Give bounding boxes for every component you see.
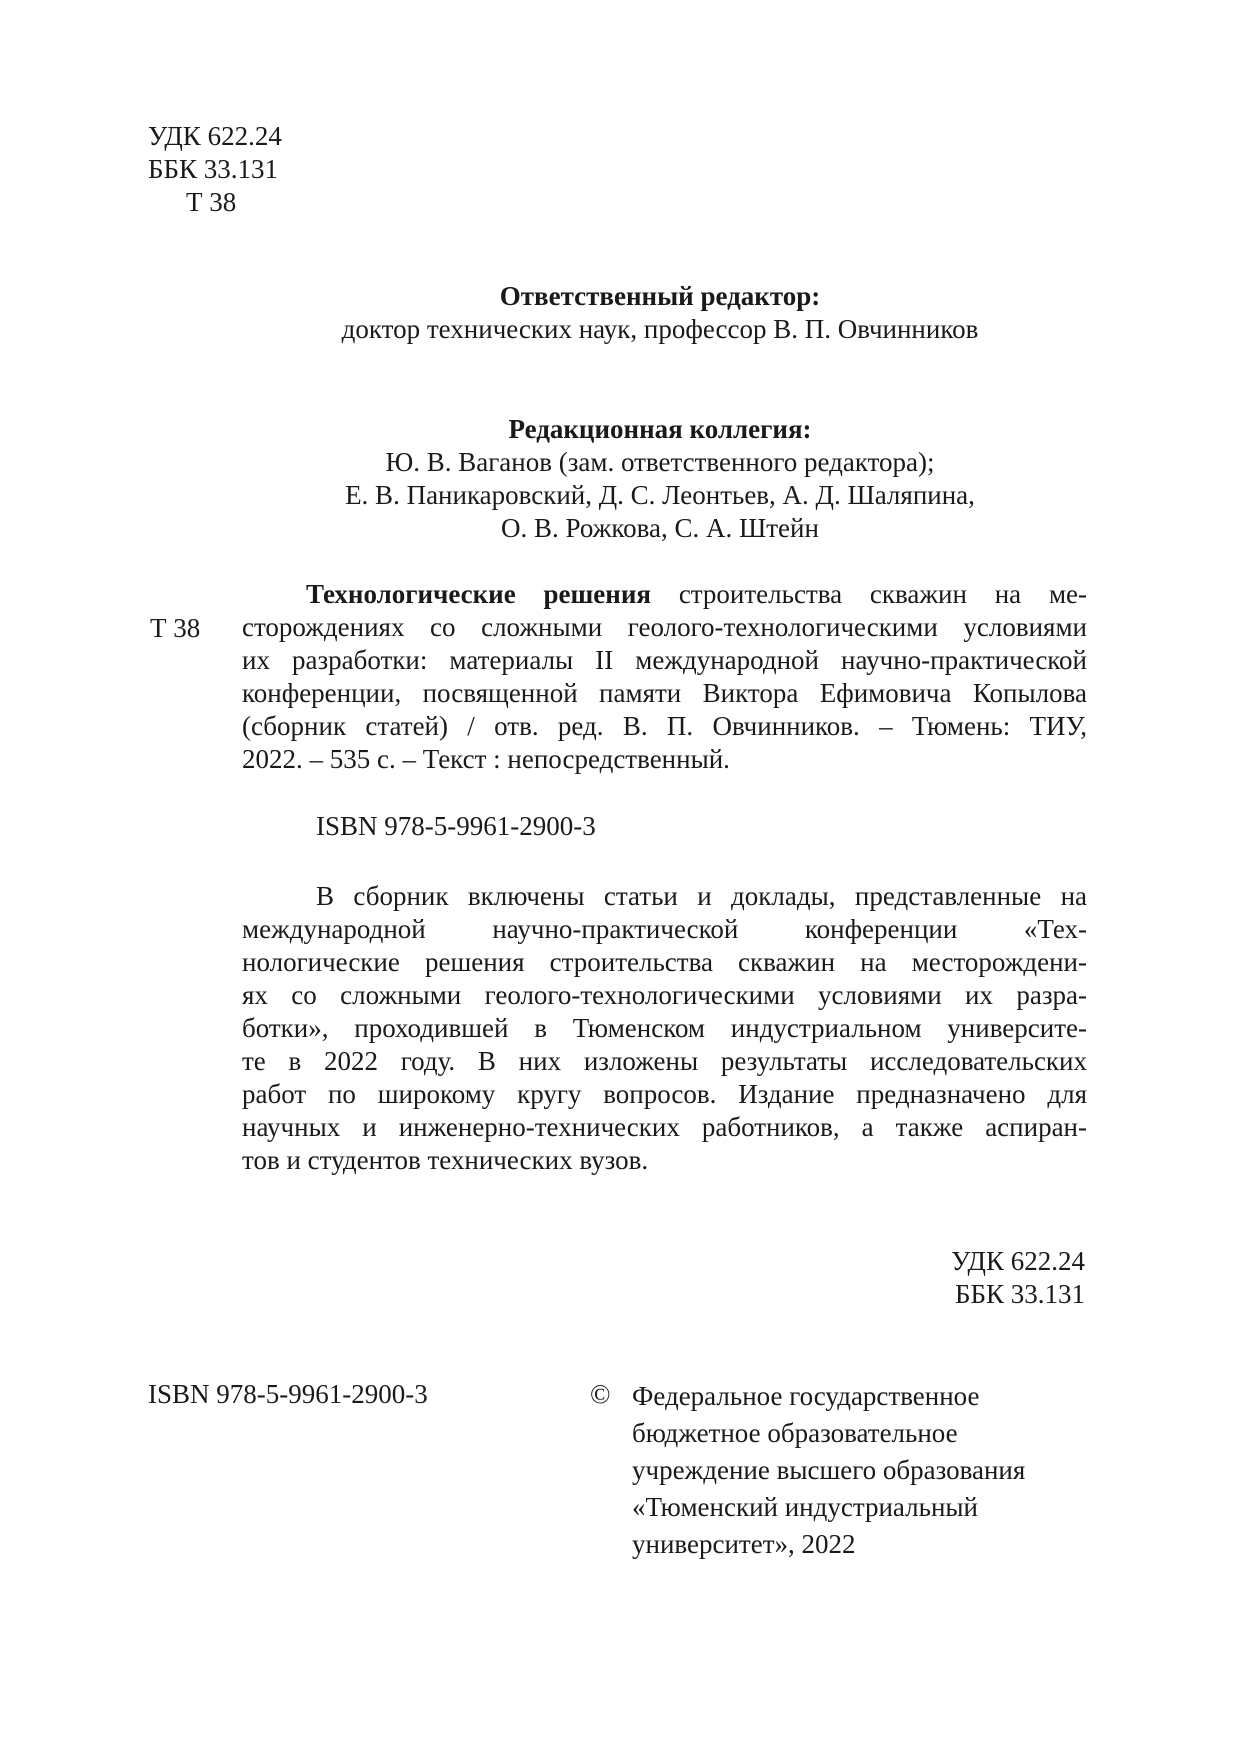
editorial-board-line: Е. В. Паникаровский, Д. С. Леонтьев, А. Д. Шаляпина, <box>345 480 975 510</box>
bbk-code-top: ББК 33.131 <box>148 154 279 184</box>
annotation-line: научных и инженерно-технических работников, а также аспиран- <box>242 1112 1087 1142</box>
annotation-line: нологические решения строительства скважин на месторождени- <box>242 947 1087 977</box>
copyright-line: бюджетное образовательное <box>632 1418 958 1448</box>
copyright-line: Федеральное государственное <box>632 1381 980 1411</box>
copyright-line: университет», 2022 <box>632 1529 856 1559</box>
annotation-line: ботки», проходившей в Тюменском индустриальном университе- <box>242 1013 1087 1043</box>
editorial-board-line: Ю. В. Ваганов (зам. ответственного редактора); <box>385 447 935 477</box>
bib-title: Технологические решения <box>306 579 652 609</box>
annotation <box>242 880 1087 1177</box>
copyright-line: «Тюменский индустриальный <box>632 1492 978 1522</box>
editorial-board-block <box>200 413 1120 545</box>
copyright-icon: © <box>590 1379 611 1409</box>
bbk-code-bottom: ББК 33.131 <box>954 1279 1085 1309</box>
udk-code-top: УДК 622.24 <box>148 121 282 151</box>
isbn-bottom: ISBN 978-5-9961-2900-3 <box>148 1379 428 1409</box>
responsible-editor-heading: Ответственный редактор: <box>499 281 821 311</box>
author-sign: Т 38 <box>150 613 201 643</box>
author-sign-top: Т 38 <box>186 187 237 217</box>
annotation-line: В сборник включены статьи и доклады, представленные на <box>316 881 1087 911</box>
annotation-line: международной научно-практической конференции «Тех- <box>242 914 1087 944</box>
bib-line: (сборник статей) / отв. ред. В. П. Овчинников. – Тюмень: ТИУ, <box>242 711 1087 741</box>
copyright-holder <box>632 1378 1025 1563</box>
annotation-line: те в 2022 году. В них изложены результаты исследовательских <box>242 1046 1087 1076</box>
annotation-line: тов и студентов технических вузов. <box>242 1145 649 1175</box>
responsible-editor-name: доктор технических наук, профессор В. П. Овчинников <box>341 314 979 344</box>
responsible-editor-block <box>200 280 1120 346</box>
bibliographic-description <box>242 578 1087 776</box>
annotation-line: работ по широкому кругу вопросов. Издание предназначено для <box>242 1079 1087 1109</box>
bib-line: их разработки: материалы II международной научно-практической <box>242 645 1087 675</box>
copyright-line: учреждение высшего образования <box>632 1455 1026 1485</box>
udk-code-bottom: УДК 622.24 <box>951 1246 1085 1276</box>
bib-line: сторождениях со сложными геолого-технологическими условиями <box>242 612 1087 642</box>
editorial-board-heading: Редакционная коллегия: <box>508 414 812 444</box>
annotation-line: ях со сложными геолого-технологическими условиями их разра- <box>242 980 1087 1010</box>
editorial-board-line: О. В. Рожкова, С. А. Штейн <box>501 513 819 543</box>
isbn-middle: ISBN 978-5-9961-2900-3 <box>316 811 596 841</box>
bib-line: конференции, посвященной памяти Виктора Ефимовича Копылова <box>242 678 1087 708</box>
bib-line: 2022. – 535 с. – Текст : непосредственный. <box>242 744 730 774</box>
bib-line: Технологические решения строительства скважин на ме- <box>306 579 1088 609</box>
